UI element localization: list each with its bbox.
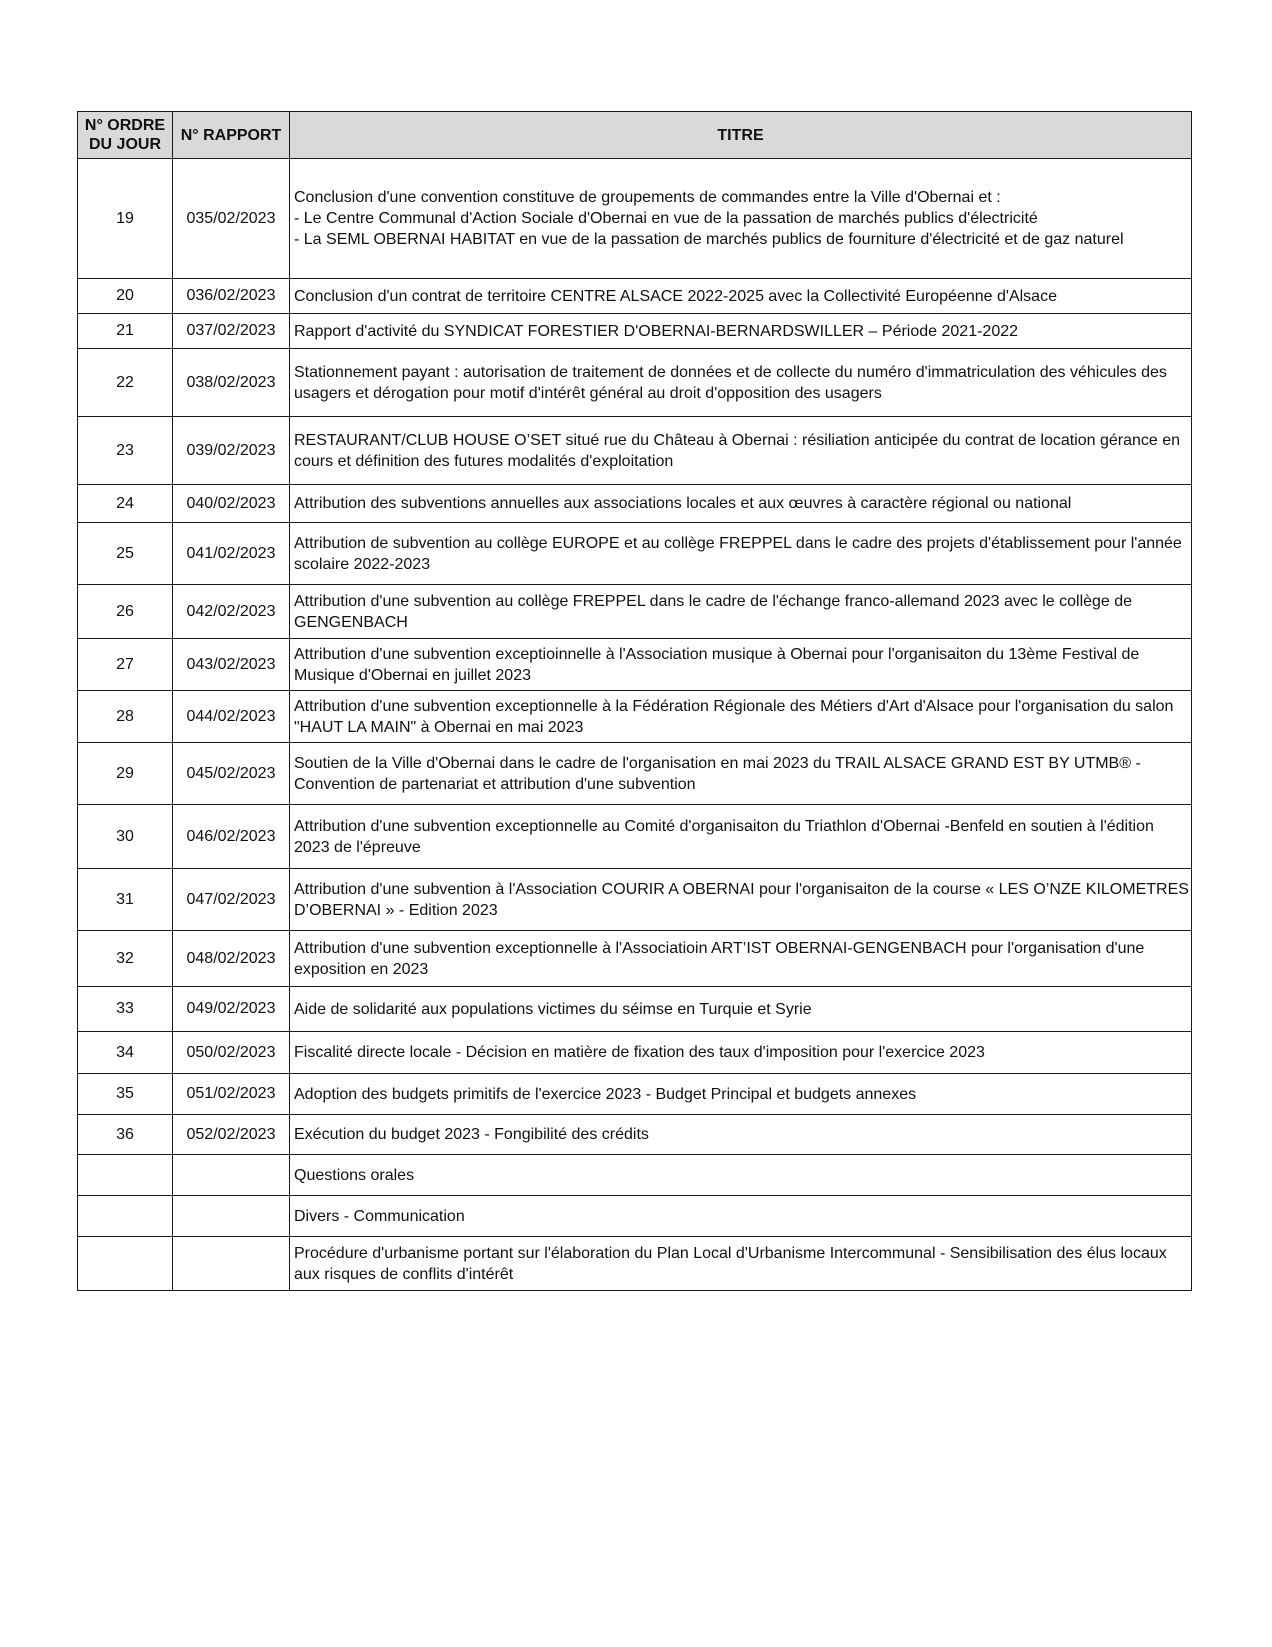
table-row — [78, 523, 1192, 585]
report-number: 043/02/2023 — [173, 639, 290, 691]
table-row — [78, 743, 1192, 805]
report-number: 042/02/2023 — [173, 585, 290, 639]
table-row — [78, 1155, 1192, 1196]
table-row — [78, 485, 1192, 523]
agenda-number: 29 — [78, 743, 173, 805]
report-number: 045/02/2023 — [173, 743, 290, 805]
report-number: 046/02/2023 — [173, 805, 290, 869]
agenda-number: 35 — [78, 1074, 173, 1115]
report-number: 037/02/2023 — [173, 314, 290, 349]
agenda-number: 26 — [78, 585, 173, 639]
report-number: 044/02/2023 — [173, 691, 290, 743]
agenda-number: 31 — [78, 869, 173, 931]
table-row — [78, 691, 1192, 743]
report-number: 051/02/2023 — [173, 1074, 290, 1115]
table-row — [78, 314, 1192, 349]
header-row — [78, 112, 1192, 159]
agenda-number: 19 — [78, 159, 173, 279]
agenda-title: Conclusion d'une convention constituve de groupements de commandes entre la Ville d'Obernai et : - Le Centre Communal d'Action Sociale d'Obernai en vue de la passation de marchés publics d'électricité - La SEML OBERNAI HABITAT en vue de la passation de marchés publics de fourniture d'électricité et de gaz naturel — [290, 159, 1192, 279]
table-row — [78, 869, 1192, 931]
table-row — [78, 987, 1192, 1032]
agenda-title: Attribution d'une subvention exceptionnelle à la Fédération Régionale des Métiers d'Art d'Alsace pour l'organisation du salon "HAUT LA MAIN" à Obernai en mai 2023 — [290, 691, 1192, 743]
report-number — [173, 1237, 290, 1291]
agenda-title: Attribution des subventions annuelles aux associations locales et aux œuvres à caractère régional ou national — [290, 485, 1192, 523]
agenda-title: Attribution de subvention au collège EUROPE et au collège FREPPEL dans le cadre des projets d'établissement pour l'année scolaire 2022-2023 — [290, 523, 1192, 585]
report-number: 047/02/2023 — [173, 869, 290, 931]
report-number: 039/02/2023 — [173, 417, 290, 485]
header-ordre-du-jour: N° ORDRE DU JOUR — [78, 112, 173, 159]
table-row — [78, 585, 1192, 639]
agenda-title: Rapport d'activité du SYNDICAT FORESTIER D'OBERNAI-BERNARDSWILLER – Période 2021-2022 — [290, 314, 1192, 349]
report-number: 036/02/2023 — [173, 279, 290, 314]
agenda-title: Soutien de la Ville d'Obernai dans le cadre de l'organisation en mai 2023 du TRAIL ALSACE GRAND EST BY UTMB® - Convention de partenariat et attribution d'une subvention — [290, 743, 1192, 805]
agenda-title: Attribution d'une subvention exceptioinnelle à l'Association musique à Obernai pour l'organisaiton du 13ème Festival de Musique d'Obernai en juillet 2023 — [290, 639, 1192, 691]
agenda-number — [78, 1237, 173, 1291]
report-number — [173, 1196, 290, 1237]
agenda-number: 30 — [78, 805, 173, 869]
agenda-title: Adoption des budgets primitifs de l'exercice 2023 - Budget Principal et budgets annexes — [290, 1074, 1192, 1115]
agenda-number: 32 — [78, 931, 173, 987]
table-row — [78, 1196, 1192, 1237]
agenda-title: Attribution d'une subvention au collège FREPPEL dans le cadre de l'échange franco-allemand 2023 avec le collège de GENGENBACH — [290, 585, 1192, 639]
agenda-title: Questions orales — [290, 1155, 1192, 1196]
agenda-number: 25 — [78, 523, 173, 585]
report-number: 035/02/2023 — [173, 159, 290, 279]
table-row — [78, 279, 1192, 314]
agenda-number: 24 — [78, 485, 173, 523]
agenda-body — [78, 159, 1192, 1291]
agenda-number — [78, 1155, 173, 1196]
report-number: 038/02/2023 — [173, 349, 290, 417]
report-number: 052/02/2023 — [173, 1115, 290, 1155]
agenda-number: 23 — [78, 417, 173, 485]
header-rapport: N° RAPPORT — [173, 112, 290, 159]
agenda-title: RESTAURANT/CLUB HOUSE O’SET situé rue du Château à Obernai : résiliation anticipée du contrat de location gérance en cours et définition des futures modalités d'exploitation — [290, 417, 1192, 485]
report-number: 048/02/2023 — [173, 931, 290, 987]
table-row — [78, 1032, 1192, 1074]
agenda-number: 34 — [78, 1032, 173, 1074]
agenda-number: 27 — [78, 639, 173, 691]
agenda-number: 21 — [78, 314, 173, 349]
table-row — [78, 1074, 1192, 1115]
agenda-title: Divers - Communication — [290, 1196, 1192, 1237]
agenda-number: 20 — [78, 279, 173, 314]
table-row — [78, 159, 1192, 279]
table-row — [78, 417, 1192, 485]
table-row — [78, 639, 1192, 691]
agenda-title: Fiscalité directe locale - Décision en matière de fixation des taux d'imposition pour l'exercice 2023 — [290, 1032, 1192, 1074]
agenda-number — [78, 1196, 173, 1237]
agenda-number: 22 — [78, 349, 173, 417]
agenda-title: Attribution d'une subvention exceptionnelle à l'Associatioin ART’IST OBERNAI-GENGENBACH pour l'organisation d'une exposition en 2023 — [290, 931, 1192, 987]
report-number: 050/02/2023 — [173, 1032, 290, 1074]
report-number — [173, 1155, 290, 1196]
table-row — [78, 931, 1192, 987]
agenda-number: 33 — [78, 987, 173, 1032]
header-titre: TITRE — [290, 112, 1192, 159]
table-row — [78, 1115, 1192, 1155]
report-number: 049/02/2023 — [173, 987, 290, 1032]
agenda-title: Procédure d'urbanisme portant sur l'élaboration du Plan Local d'Urbanisme Intercommunal - Sensibilisation des élus locaux aux risques de conflits d'intérêt — [290, 1237, 1192, 1291]
agenda-title: Attribution d'une subvention à l'Association COURIR A OBERNAI pour l'organisaiton de la course « LES O’NZE KILOMETRES D’OBERNAI » - Edition 2023 — [290, 869, 1192, 931]
agenda-number: 36 — [78, 1115, 173, 1155]
agenda-title: Attribution d'une subvention exceptionnelle au Comité d'organisaiton du Triathlon d'Obernai -Benfeld en soutien à l'édition 2023 de l'épreuve — [290, 805, 1192, 869]
agenda-number: 28 — [78, 691, 173, 743]
agenda-title: Aide de solidarité aux populations victimes du séimse en Turquie et Syrie — [290, 987, 1192, 1032]
agenda-title: Conclusion d'un contrat de territoire CENTRE ALSACE 2022-2025 avec la Collectivité Européenne d'Alsace — [290, 279, 1192, 314]
agenda-table — [77, 111, 1192, 1291]
report-number: 041/02/2023 — [173, 523, 290, 585]
report-number: 040/02/2023 — [173, 485, 290, 523]
agenda-title: Exécution du budget 2023 - Fongibilité des crédits — [290, 1115, 1192, 1155]
table-row — [78, 349, 1192, 417]
table-row — [78, 1237, 1192, 1291]
agenda-title: Stationnement payant : autorisation de traitement de données et de collecte du numéro d'immatriculation des véhicules des usagers et dérogation pour motif d'intérêt général au droit d'opposition des usagers — [290, 349, 1192, 417]
table-row — [78, 805, 1192, 869]
